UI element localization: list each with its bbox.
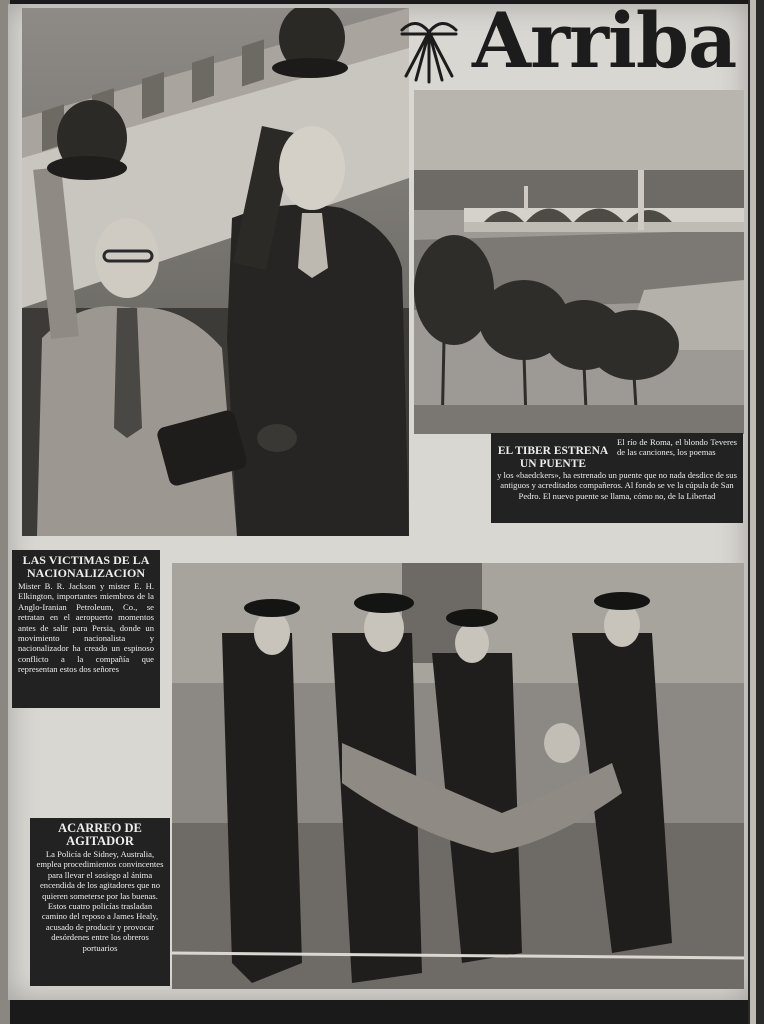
victimas-body: Mister B. R. Jackson y mister E. H. Elkington, importantes miembros de la Anglo-Iranian Petroleum, Co., se retratan en el aeropuerto momentos antes de salir para Persia, donde un movimiento nacionalista y nacionalizador ha creado un espinoso conflicto a la compañía que representan estos dos señores [18, 581, 154, 675]
acarreo-headline: ACARREO DE AGITADOR [58, 821, 142, 848]
masthead [390, 0, 742, 85]
newspaper-title: Arriba [472, 0, 737, 85]
yoke-and-arrows-icon [396, 12, 462, 84]
photo-airport [22, 8, 409, 536]
acarreo-caption [30, 818, 170, 986]
victimas-headline: LAS VICTIMAS DE LA NACIONALIZACION [22, 553, 150, 580]
tiber-body: y los «baedckers», ha estrenado un puente que no nada desdice de sus antiguos y acreditados compañeros. Al fondo se ve la cúpula de San Pedro. El nuevo puente se llama, cómo no, de la Libertad [497, 470, 737, 501]
tiber-headline: EL TIBER ESTRENA UN PUENTE [497, 445, 609, 470]
tiber-caption [491, 433, 743, 523]
acarreo-body: La Policía de Sidney, Australia, emplea procedimientos convincentes para llevar el sosiego al ánima encendida de los agitadores que no quieren someterse por las buenas. Estos cuatro policías trasladan camino del reposo a James Healy, acusado de producir y provocar desórdenes entre los obreros portuarios [36, 849, 164, 953]
tiber-body-top: El río de Roma, el blondo Teveres de las canciones, los poemas [617, 437, 737, 458]
page-edge [748, 0, 764, 1024]
photo-bridge [414, 90, 744, 434]
police-photo [172, 563, 744, 989]
bridge-photo [414, 90, 744, 434]
victimas-caption [12, 550, 160, 708]
photo-police [172, 563, 744, 989]
airport-photo [22, 8, 409, 536]
